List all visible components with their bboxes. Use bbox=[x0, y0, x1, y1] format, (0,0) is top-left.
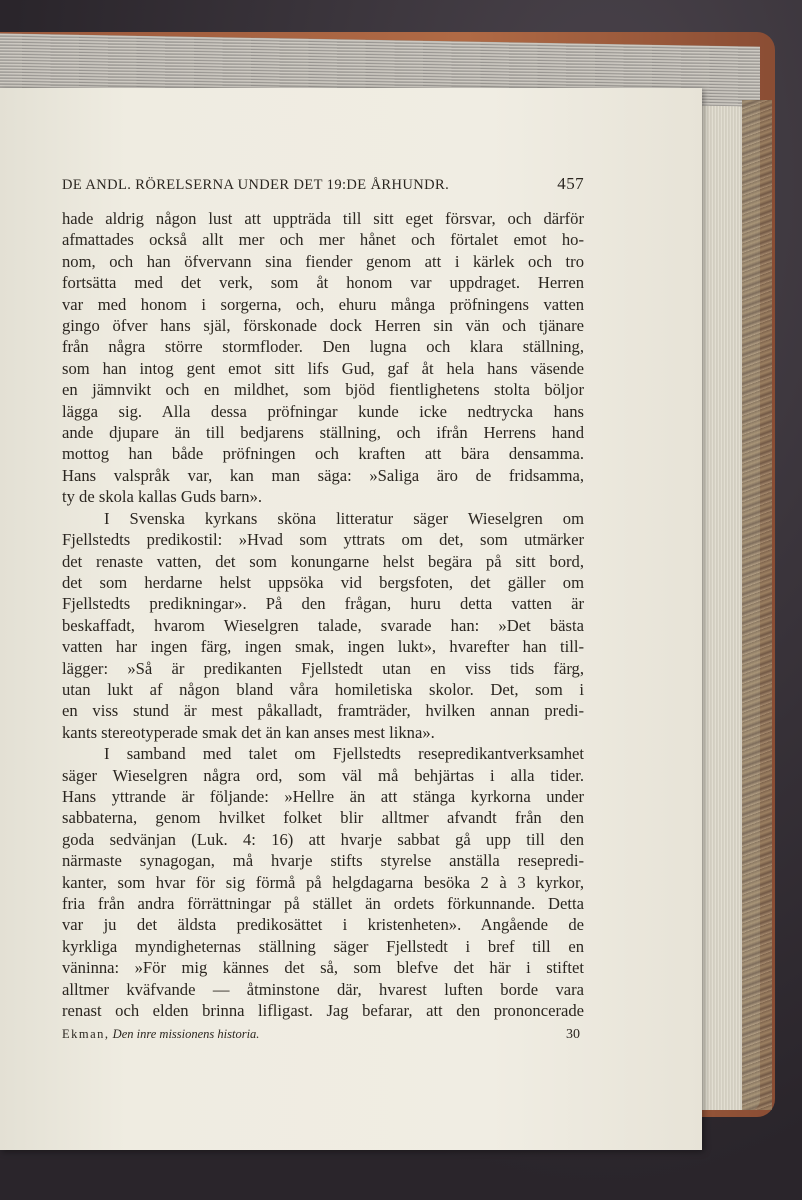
text-line: beskaffadt, hvarom Wieselgren talade, svarade han: »Det bästa bbox=[62, 615, 584, 635]
text-line: gingo öfver hans själ, förskonade dock Herren sin vän och tjänare bbox=[62, 316, 584, 336]
text-line: var ju det äldsta predikosättet i kristenheten». Angående de bbox=[62, 915, 584, 935]
footer-citation bbox=[62, 1027, 259, 1042]
text-line: från några större stormfloder. Den lugna och klara ställning, bbox=[62, 337, 584, 357]
page-number: 457 bbox=[557, 174, 584, 193]
text-line: närmaste synagogan, må hvarje stifts styrelse anställa resepredi- bbox=[62, 851, 584, 871]
text-line: sabbaterna, genom hvilket folket blir alltmer afvandt från den bbox=[62, 808, 584, 828]
page-footer bbox=[62, 1027, 584, 1043]
text-line: Fjellstedts predikningar». På den frågan, huru detta vatten är bbox=[62, 594, 584, 614]
text-line: lägger: »Så är predikanten Fjellstedt utan en viss tids färg, bbox=[62, 658, 584, 678]
text-line: väninna: »För mig kännes det så, som blefve det här i stiftet bbox=[62, 958, 584, 978]
text-line: nom, och han öfvervann sina fiender genom att i kärlek och tro bbox=[62, 251, 584, 271]
text-line: kyrkliga myndigheternas ställning säger Fjellstedt i bref till en bbox=[62, 936, 584, 956]
text-line: var med honom i sorgerna, och, ehuru många pröfningens vatten bbox=[62, 294, 584, 314]
body-text bbox=[62, 208, 584, 1021]
text-line: fria från andra förrättningar på stället än ordets förkunnande. Detta bbox=[62, 894, 584, 913]
running-head-title: DE ANDL. RÖRELSERNA UNDER DET 19:DE ÅRHUNDR. bbox=[62, 177, 450, 193]
text-line: ty de skola kallas Guds barn». bbox=[62, 487, 263, 507]
text-line: som han intog gent emot sitt lifs Gud, gaf åt hela hans väsende bbox=[62, 358, 584, 378]
text-line: afmattades också allt mer och mer hånet och förtalet emot ho- bbox=[62, 230, 584, 250]
text-line: en jämnvikt och en mildhet, som bjöd fientlighetens stolta böljor bbox=[62, 380, 584, 400]
text-line: Hans yttrande är följande: »Hellre än att stänga kyrkorna under bbox=[62, 786, 584, 806]
text-line: Hans valspråk var, kan man säga: »Saliga äro de fridsamma, bbox=[62, 465, 584, 485]
text-line: Fjellstedts predikostil: »Hvad som yttrats om det, som utmärker bbox=[62, 530, 584, 550]
text-line: säger Wieselgren några ord, som väl må behjärtas i alla tider. bbox=[62, 765, 584, 785]
text-line: en viss stund är mest påkalladt, framträder, hvilken annan predi- bbox=[62, 701, 584, 721]
text-line: alltmer kväfvande — åtminstone där, hvarest luften borde vara bbox=[62, 979, 584, 999]
text-line: utan lukt af någon bland våra homiletiska skolor. Det, som i bbox=[62, 679, 584, 699]
page-content bbox=[62, 174, 584, 1043]
text-line: vatten har ingen färg, ingen smak, ingen lukt», hvarefter han till- bbox=[62, 637, 584, 657]
text-line: det som herdarne helst uppsöka vid bergsfoten, det gäller om bbox=[62, 572, 584, 592]
signature-mark: 30 bbox=[566, 1027, 580, 1043]
text-line: lägga sig. Alla dessa pröfningar kunde icke nedtrycka hans bbox=[62, 401, 584, 421]
text-line: I Svenska kyrkans sköna litteratur säger Wieselgren om bbox=[104, 508, 584, 528]
text-line: kants stereotyperade smak det än kan anses mest likna». bbox=[62, 722, 435, 742]
footer-book-title: Den inre missionens historia. bbox=[112, 1027, 260, 1042]
text-line: fortsätta med det verk, som åt honom var uppdraget. Herren bbox=[62, 273, 584, 293]
text-line: kanter, som hvar för sig förmå på helgdagarna besöka 2 à 3 kyrkor, bbox=[62, 872, 584, 892]
running-head bbox=[62, 174, 584, 194]
book-page bbox=[0, 88, 702, 1150]
text-line: hade aldrig någon lust att uppträda till sitt eget försvar, och därför bbox=[62, 209, 584, 228]
text-line: det renaste vatten, det som konungarne helst begära på sitt bord, bbox=[62, 551, 584, 571]
text-line: mottog han både pröfningen och kraften att bära densamma. bbox=[62, 444, 584, 464]
text-line: renast och elden brinna lifligast. Jag befarar, att den prononcerade bbox=[62, 1001, 584, 1021]
text-line: I samband med talet om Fjellstedts resepredikantverksamhet bbox=[104, 744, 584, 764]
text-line: ande djupare än till bedjarens ställning, och ifrån Herrens hand bbox=[62, 423, 584, 443]
footer-author: Ekman, bbox=[62, 1027, 110, 1042]
marbled-edge bbox=[742, 100, 772, 1110]
text-line: goda sedvänjan (Luk. 4: 16) att hvarje sabbat gå upp till den bbox=[62, 829, 584, 849]
